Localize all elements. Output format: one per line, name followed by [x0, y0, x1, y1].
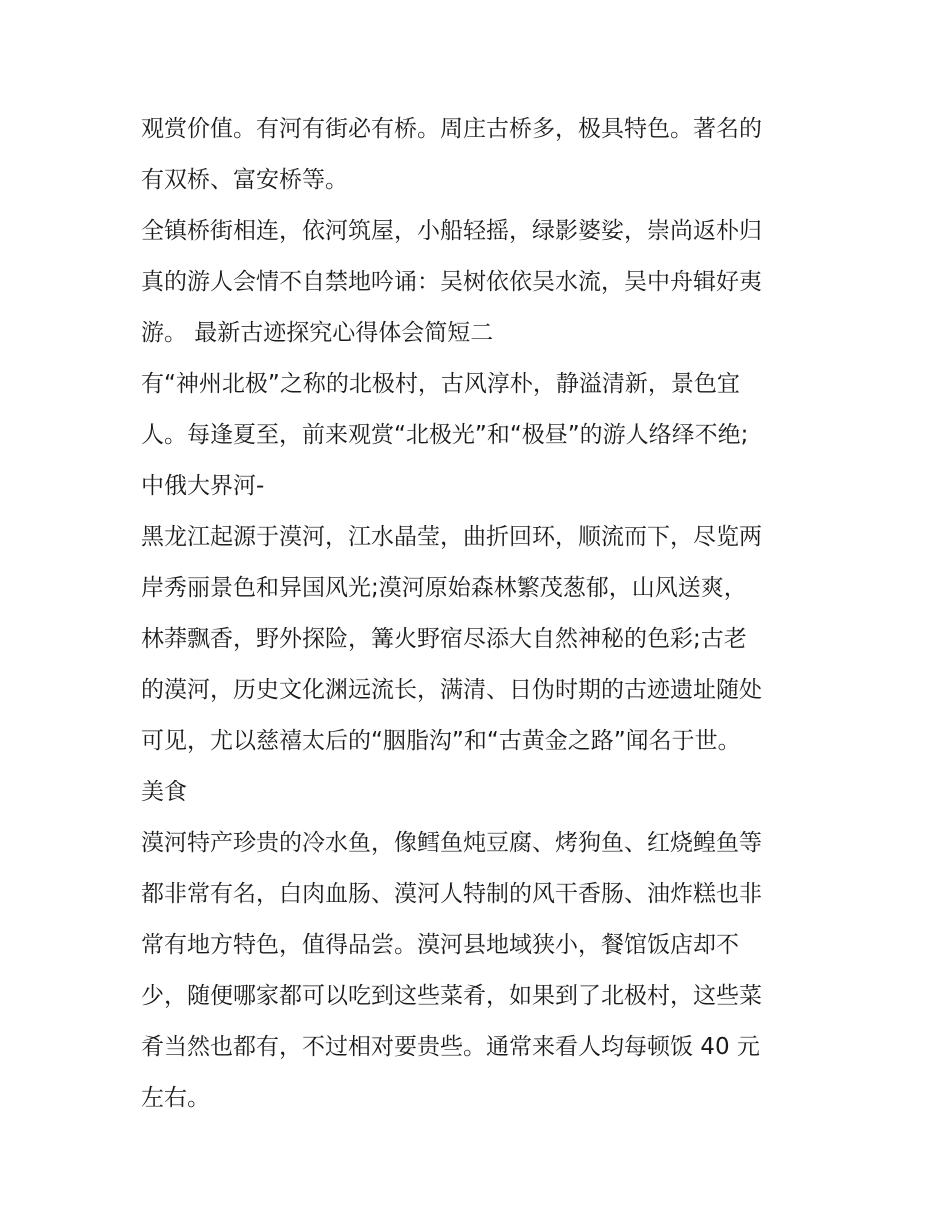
text-line: 真的游人会情不自禁地吟诵：吴树依依吴水流，吴中舟辑好夷	[141, 269, 762, 295]
text-line: 岸秀丽景色和异国风光;漠河原始森林繁茂葱郁，山风送爽，	[141, 575, 747, 601]
text-line: 的漠河，历史文化渊远流长，满清、日伪时期的古迹遗址随处	[141, 677, 762, 703]
text-line: 肴当然也都有，不过相对要贵些。通常来看人均每顿饭 40 元	[141, 1034, 760, 1060]
text-line: 少，随便哪家都可以吃到这些菜肴，如果到了北极村，这些菜	[141, 983, 762, 1009]
text-line: 都非常有名，白肉血肠、漠河人特制的风干香肠、油炸糕也非	[141, 881, 762, 907]
text-line: 林莽飘香，野外探险，篝火野宿尽添大自然神秘的色彩;古老	[141, 626, 747, 652]
text-line: 人。每逢夏至，前来观赏“北极光”和“极昼”的游人络绎不绝;	[141, 422, 749, 448]
text-line: 常有地方特色，值得品尝。漠河县地域狭小，餐馆饭店却不	[141, 932, 739, 958]
text-line: 有“神州北极”之称的北极村，古风淳朴，静溢清新，景色宜	[141, 371, 740, 397]
document-body	[141, 104, 821, 1124]
text-line: 黑龙江起源于漠河，江水晶莹，曲折回环，顺流而下，尽览两	[141, 524, 762, 550]
text-line: 全镇桥街相连，依河筑屋，小船轻摇，绿影婆娑，崇尚返朴归	[141, 218, 762, 244]
text-line: 游。 最新古迹探究心得体会简短二	[141, 320, 494, 346]
text-line: 有双桥、富安桥等。	[141, 167, 348, 193]
section-heading: 美食	[141, 779, 187, 805]
text-line: 中俄大界河-	[141, 473, 265, 499]
text-line: 左右。	[141, 1085, 210, 1111]
text-line: 可见，尤以慈禧太后的“胭脂沟”和“古黄金之路”闻名于世。	[141, 728, 741, 754]
text-line: 漠河特产珍贵的冷水鱼，像鳕鱼炖豆腐、烤狗鱼、红烧鳇鱼等	[141, 830, 762, 856]
text-line: 观赏价值。有河有街必有桥。周庄古桥多，极具特色。著名的	[141, 116, 762, 142]
